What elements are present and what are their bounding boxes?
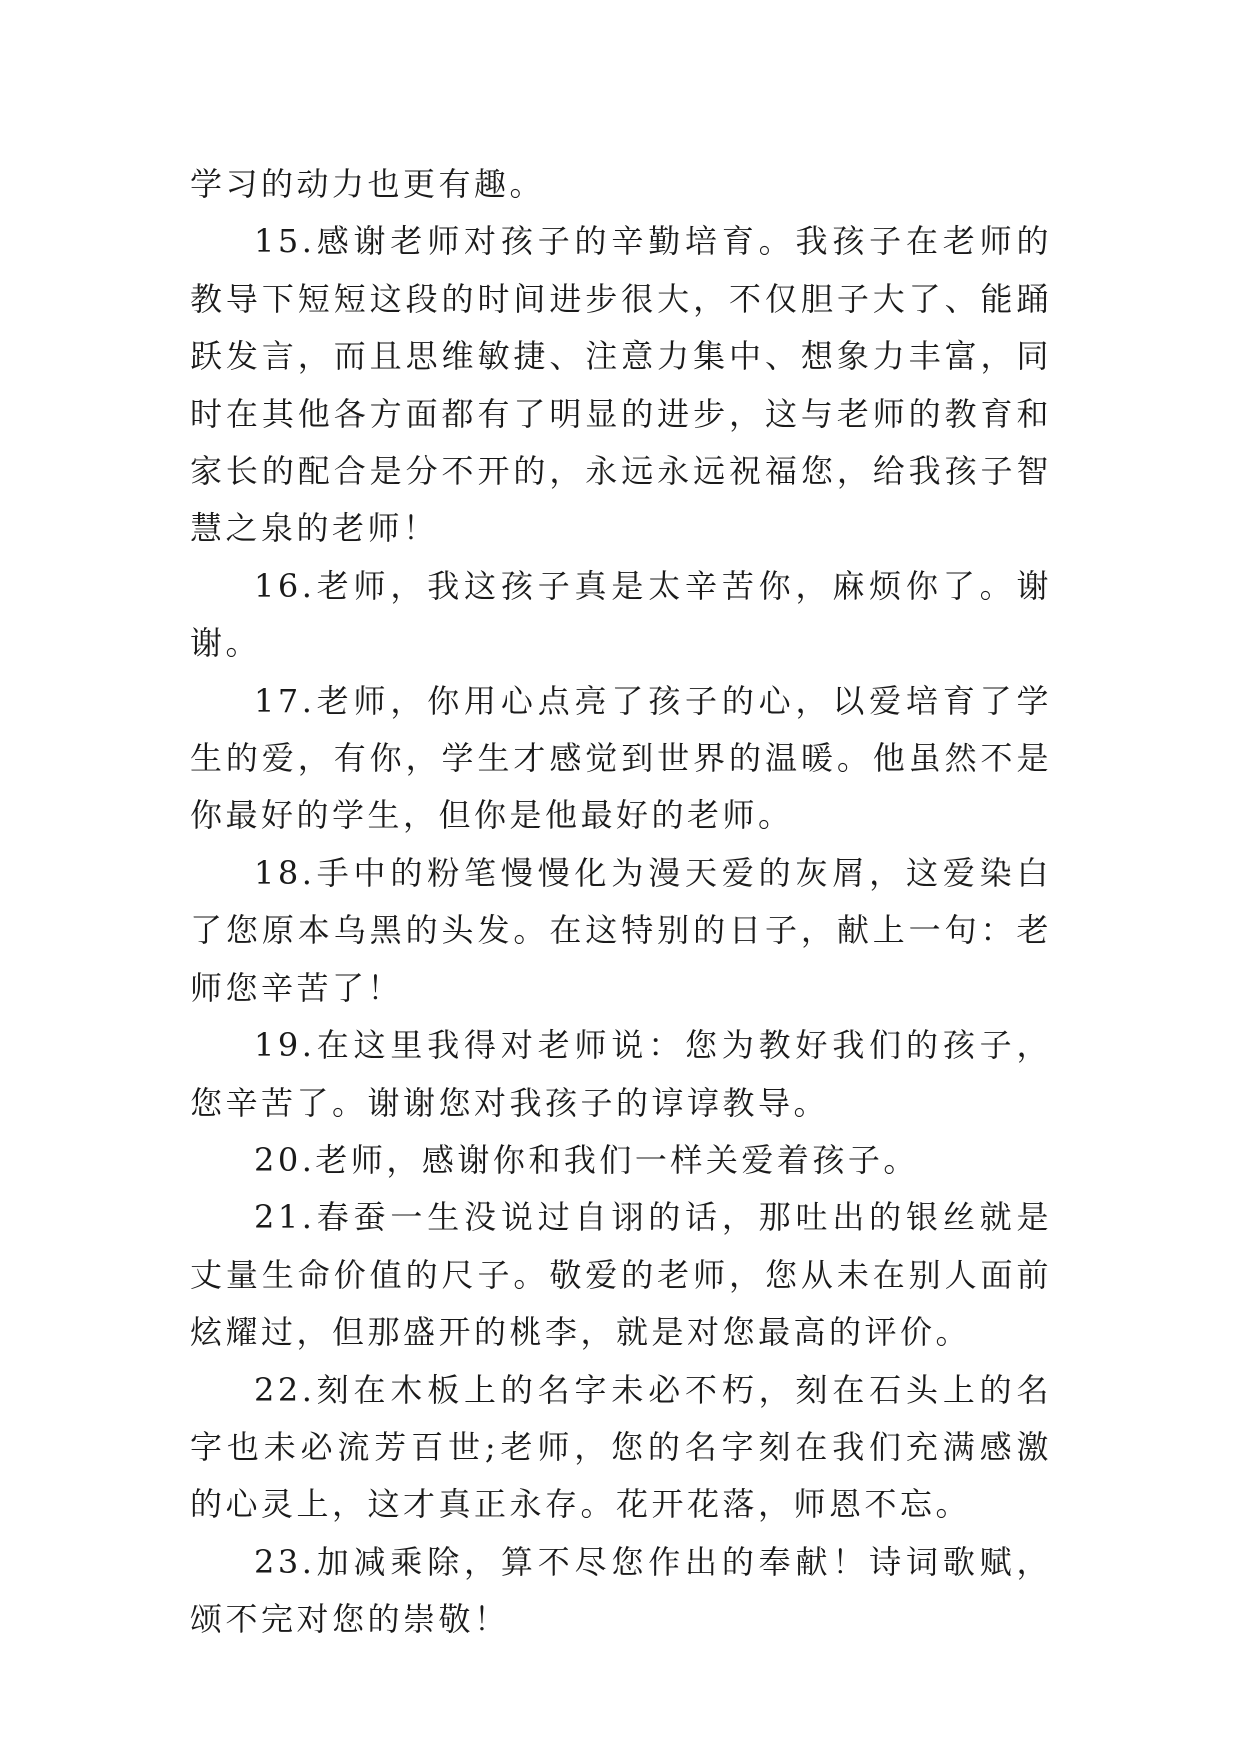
- paragraph-item-17: 17.老师，你用心点亮了孩子的心，以爱培育了学生的爱，有你，学生才感觉到世界的温暖。他虽然不是你最好的学生，但你是他最好的老师。: [190, 681, 1052, 835]
- paragraph-item-15: 15.感谢老师对孩子的辛勤培育。我孩子在老师的教导下短短这段的时间进步很大，不仅胆子大了、能踊跃发言，而且思维敏捷、注意力集中、想象力丰富，同时在其他各方面都有了明显的进步，这与老师的教育和家长的配合是分不开的，永远永远祝福您，给我孩子智慧之泉的老师！: [190, 222, 1052, 548]
- paragraph-item-20: 20.老师，感谢你和我们一样关爱着孩子。: [254, 1140, 919, 1179]
- paragraph-item-21: 21.春蚕一生没说过自诩的话，那吐出的银丝就是丈量生命价值的尺子。敬爱的老师，您从未在别人面前炫耀过，但那盛开的桃李，就是对您最高的评价。: [190, 1198, 1052, 1352]
- paragraph-item-22: 22.刻在木板上的名字未必不朽，刻在石头上的名字也未必流芳百世;老师，您的名字刻在我们充满感激的心灵上，这才真正永存。花开花落，师恩不忘。: [190, 1370, 1052, 1524]
- paragraph-item-23: 23.加减乘除，算不尽您作出的奉献！诗词歌赋，颂不完对您的崇敬！: [190, 1542, 1052, 1639]
- document-body: [190, 156, 1052, 1649]
- paragraph-item-16: 16.老师，我这孩子真是太辛苦你，麻烦你了。谢谢。: [190, 566, 1052, 663]
- paragraph-item-18: 18.手中的粉笔慢慢化为漫天爱的灰屑，这爱染白了您原本乌黑的头发。在这特别的日子，献上一句：老师您辛苦了！: [190, 853, 1052, 1007]
- paragraph-continuation: 学习的动力也更有趣。: [190, 165, 546, 203]
- paragraph-item-19: 19.在这里我得对老师说：您为教好我们的孩子，您辛苦了。谢谢您对我孩子的谆谆教导。: [190, 1026, 1052, 1122]
